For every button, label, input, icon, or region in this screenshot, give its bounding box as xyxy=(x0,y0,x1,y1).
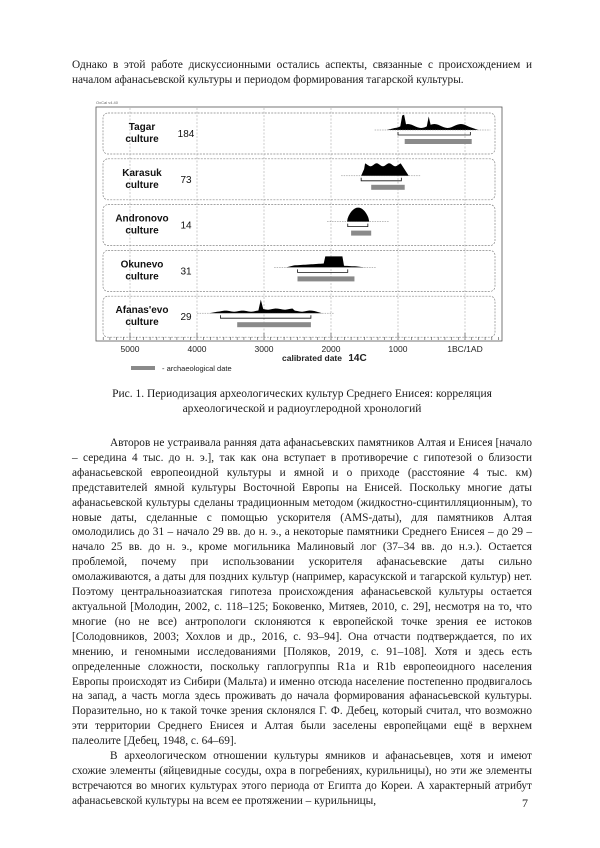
x-tick-label: 4000 xyxy=(187,344,207,354)
x-tick-label: 2000 xyxy=(321,344,341,354)
culture-panel xyxy=(103,250,495,291)
culture-name-suffix: culture xyxy=(125,179,159,191)
probability-distribution xyxy=(387,115,479,130)
archaeological-date-bar xyxy=(405,139,472,144)
archaeological-date-bar xyxy=(351,231,371,236)
oxcal-label: OxCal v4.40 xyxy=(96,100,119,105)
culture-name-suffix: culture xyxy=(125,317,159,329)
radiocarbon-range xyxy=(361,178,401,181)
body-text xyxy=(72,436,532,809)
radiocarbon-range xyxy=(348,224,368,227)
culture-name: Karasuk xyxy=(122,167,162,179)
culture-name-suffix: culture xyxy=(125,134,159,145)
culture-panel xyxy=(103,159,495,200)
legend-label: - archaeological date xyxy=(162,364,232,373)
probability-distribution xyxy=(286,256,364,267)
radiocarbon-range xyxy=(398,132,470,135)
figure-caption: Рис. 1. Периодизация археологических культур Среднего Енисея: корреляция археологической и радиоуглеродной хронологий xyxy=(112,388,492,415)
archaeological-date-bar xyxy=(298,276,355,281)
paragraph-2: В археологическом отношении культуры ямников и афанасьевцев, хотя и имеют схожие элементы (яйцевидные сосуды, охра в погребениях, курильницы), но эти же элементы встречаются во многих культурах этого периода от Египта до Кореи. А характерный атрибут афанасьевской культуры на всем ее протяжении – курильницы, xyxy=(72,750,532,807)
culture-name: Afanas'evo xyxy=(115,305,169,317)
probability-distribution xyxy=(353,163,409,176)
x-axis-title-suffix: 14C xyxy=(348,353,367,364)
date-count: 31 xyxy=(180,266,192,278)
date-count: 73 xyxy=(180,174,192,186)
legend-swatch xyxy=(131,366,155,370)
radiocarbon-range xyxy=(220,315,310,318)
page-number: 7 xyxy=(522,796,528,810)
x-tick-label: 1BC/1AD xyxy=(447,344,483,354)
culture-panel xyxy=(103,113,495,154)
culture-panel xyxy=(103,296,495,337)
panel-border xyxy=(103,205,495,246)
panel-border xyxy=(103,113,495,154)
culture-name-suffix: culture xyxy=(125,225,159,237)
radiocarbon-range xyxy=(298,269,348,272)
date-count: 29 xyxy=(180,312,192,324)
x-axis-title-text: calibrated date xyxy=(282,353,342,363)
archaeological-date-bar xyxy=(237,322,311,327)
chronology-chart xyxy=(0,0,600,380)
x-axis-title xyxy=(282,353,367,364)
x-tick-label: 3000 xyxy=(254,344,274,354)
probability-distribution xyxy=(339,208,377,222)
intro-paragraph: Однако в этой работе дискуссионными остались аспекты, связанные с происхождением и началом афанасьевской культуры и периодом формирования тагарской культуры. xyxy=(72,59,532,86)
panel-border xyxy=(103,159,495,200)
date-count: 14 xyxy=(180,220,192,232)
culture-name: Andronovo xyxy=(115,213,169,225)
x-tick-label: 1000 xyxy=(388,344,408,354)
x-tick-label: 5000 xyxy=(120,344,140,354)
probability-distribution xyxy=(209,300,322,314)
culture-name-suffix: culture xyxy=(125,271,159,283)
culture-name: Okunevo xyxy=(120,259,164,271)
panel-border xyxy=(103,296,495,337)
panel-border xyxy=(103,250,495,291)
paragraph-1: Авторов не устраивала ранняя дата афанасьевских памятников Алтая и Енисея [начало – середина 4 тыс. до н. э.], так как она вступает в противоречие с гипотезой о близости афанасьевской европеоидной культуры и ямной и о приходе (расстояние 4 тыс. км) представителей ямной культуры Восточной Европы на Енисей. Поскольку многие даты афанасьевской культуры сделаны традиционным методом (жидкостно-сцинтилляционным), то новые даты, сделанные с помощью ускорителя (AMS-даты), для памятников Алтая омолодились до 31 – начало 29 вв. до н. э., а некоторые памятники Среднего Енисея – до 29 – начало 25 вв. до н. э., кроме могильника Малиновый лог (37–34 вв. до н.э.). Остается проблемой, почему при использовании ускорителя афанасьевские даты сильно омолаживаются, а даты для поздних культур (например, карасукской и тагарской культур) нет. Поэтому центральноазиатская гипотеза происхождения афанасьевской культуры остается актуальной [Молодин, 2002, с. 118–125; Боковенко, Митяев, 2010, с. 29], несмотря на то, что многие (но не все) антропологи склоняются к европейской точке зрения ее истоков [Солодовников, 2003; Хохлов и др., 2016, с. 93–94]. Она отчасти подтверждается, по их мнению, и геномными исследованиями [Поляков, 2019, с. 91–108]. Хотя и здесь есть определенные сложности, поскольку гаплогруппы R1a и R1b европеоидного населения Европы происходят из Сибири (Мальта) и именно отсюда население постепенно продвигалось на запад, а часть могла здесь проживать до начала формирования афанасьевской культуры. Поразительно, но к такой точке зрения склонялся Г. Ф. Дебец, который считал, что возможно эти территории Среднего Енисея и Алтая были заселены европейцами ещё в верхнем палеолите [Дебец, 1948, с. 64–69]. xyxy=(72,437,532,748)
culture-panel xyxy=(103,205,495,246)
culture-name: Tagar xyxy=(128,122,156,133)
date-count: 184 xyxy=(177,129,195,140)
archaeological-date-bar xyxy=(371,185,405,190)
